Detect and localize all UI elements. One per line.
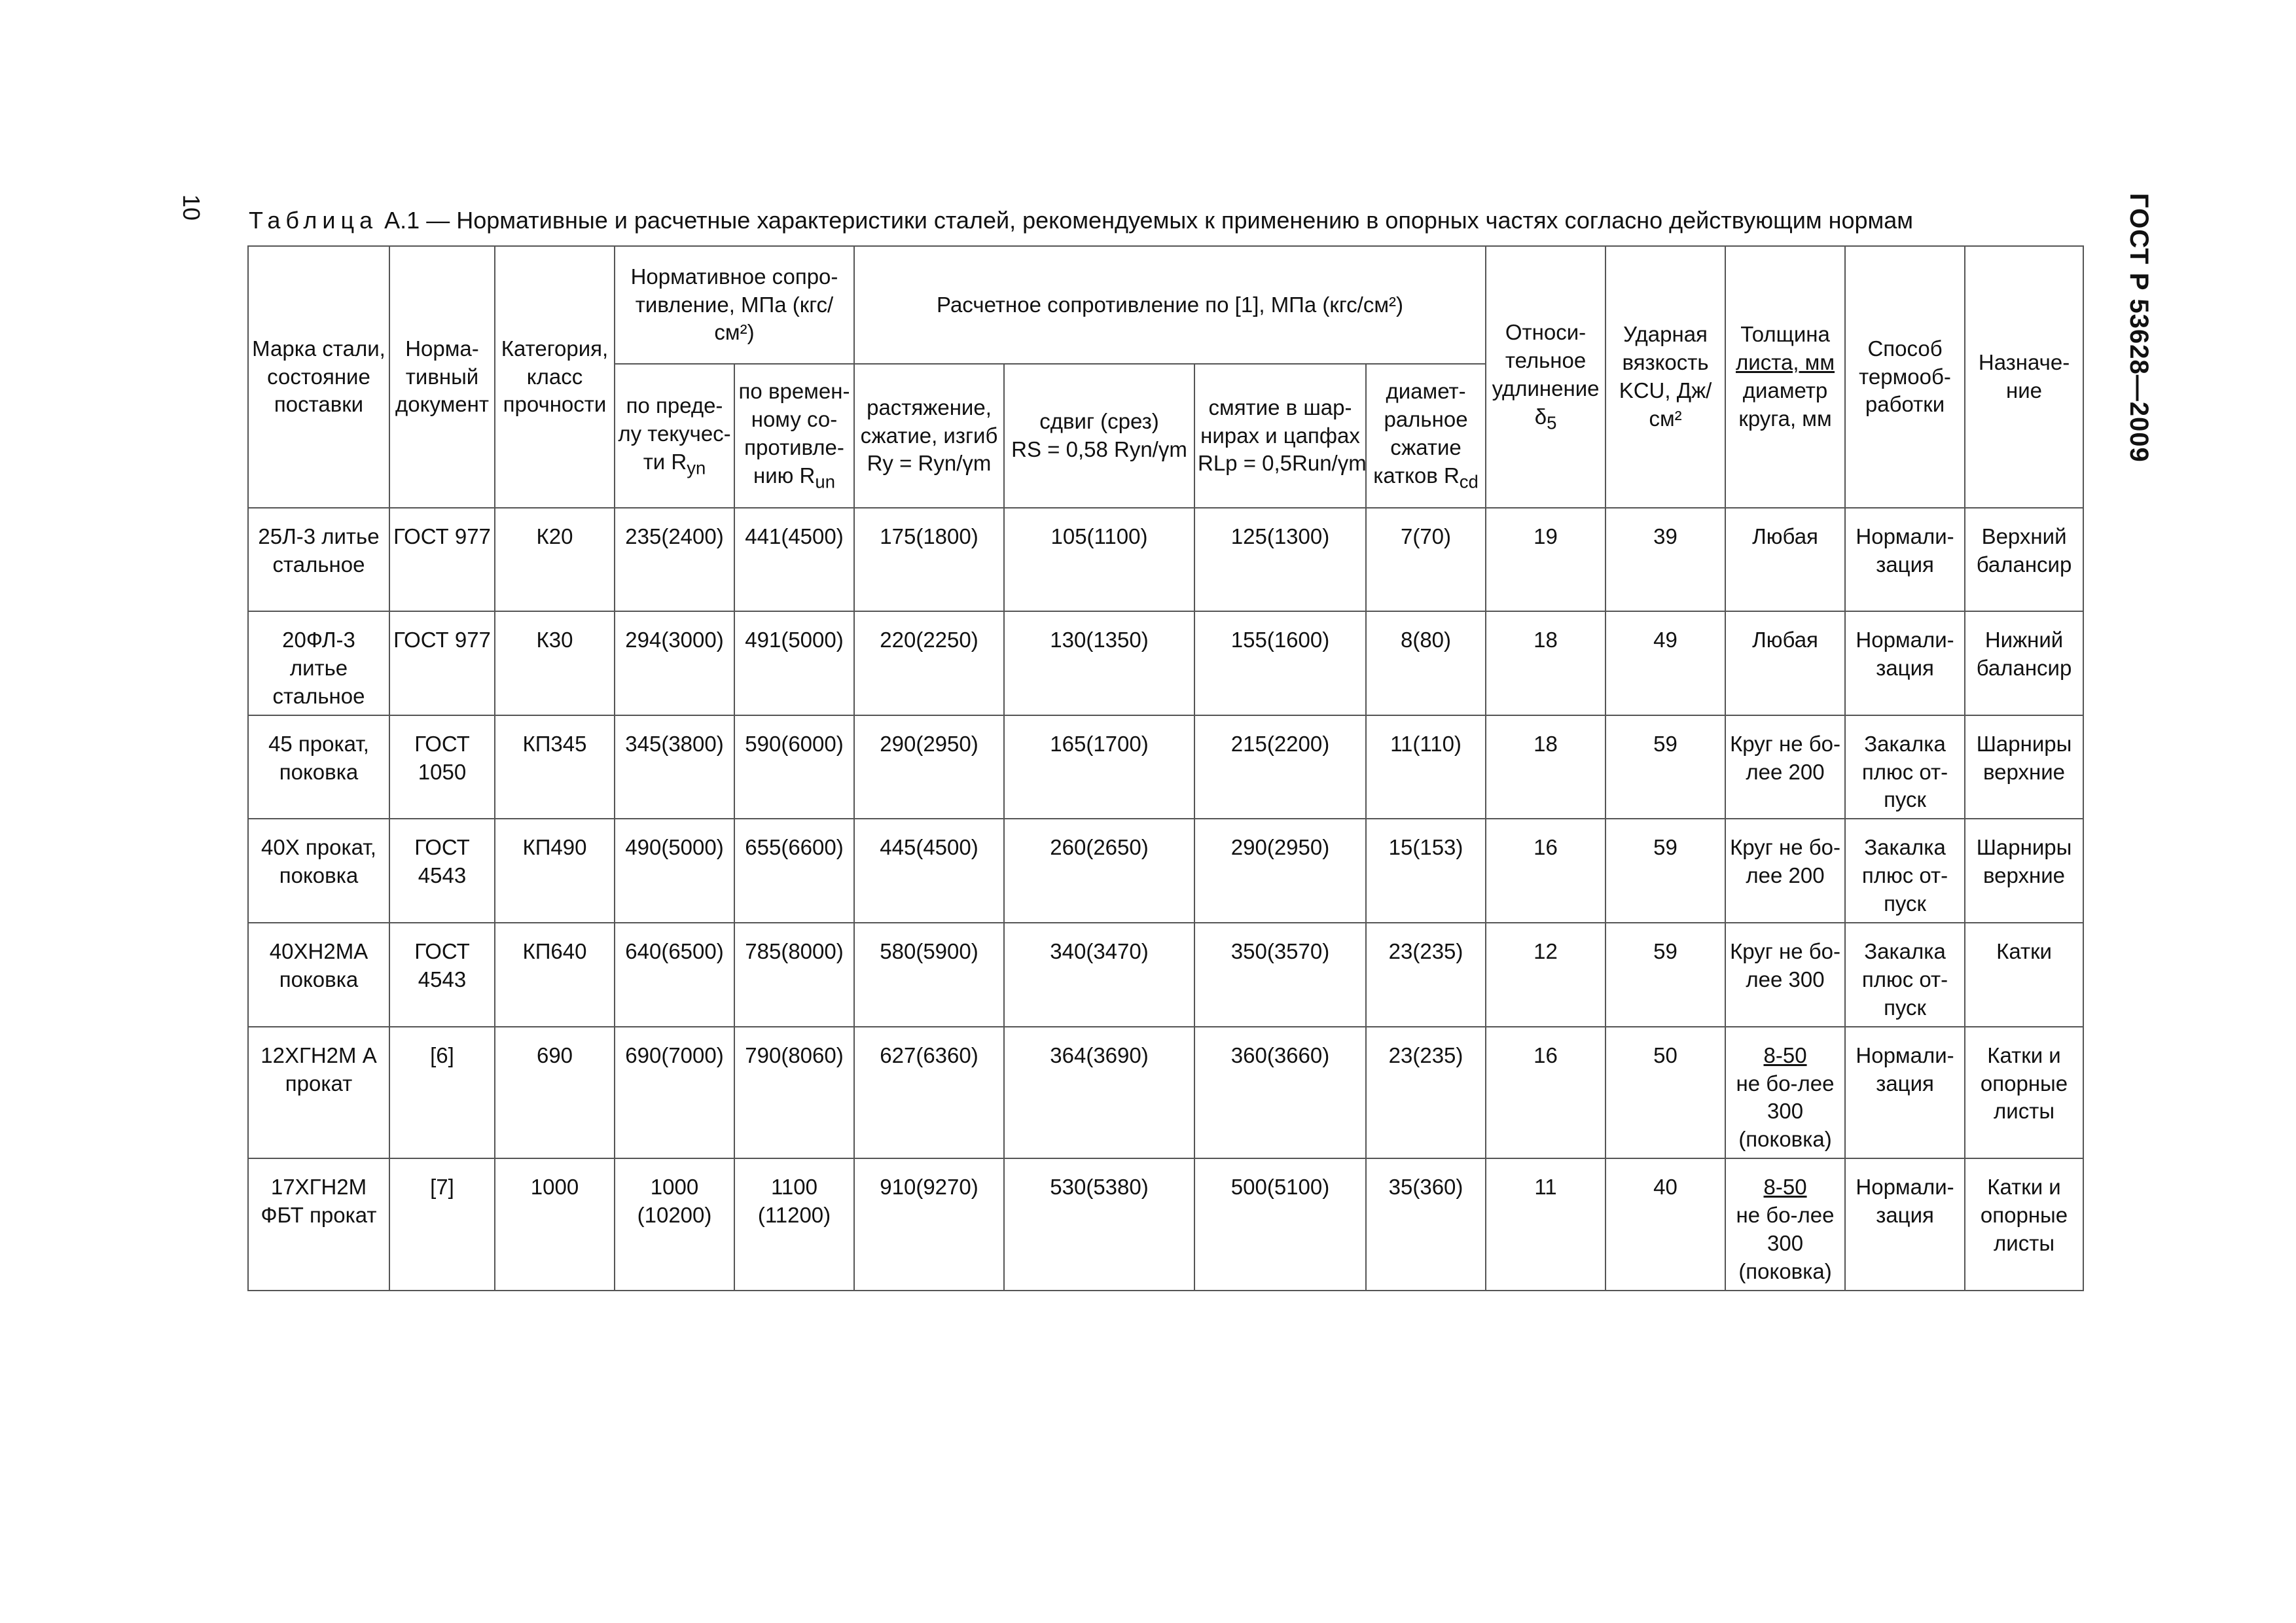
- cell-cat: КП345: [495, 715, 615, 819]
- cell-elong: 18: [1486, 715, 1605, 819]
- cell-rcd: 23(235): [1366, 923, 1486, 1027]
- cell-kcu: 59: [1605, 819, 1725, 923]
- cell-run: 655(6600): [734, 819, 854, 923]
- cell-treat: Закалка плюс от-пуск: [1845, 819, 1965, 923]
- page-number: 10: [178, 194, 206, 221]
- cell-rcd: 11(110): [1366, 715, 1486, 819]
- cell-kcu: 40: [1605, 1158, 1725, 1291]
- cell-kcu: 59: [1605, 923, 1725, 1027]
- header-impact-strength: Ударная вязкость KCU, Дж/см²: [1605, 246, 1725, 508]
- header-tensile-strength: по времен-ному со-противле-нию $R_{un}$: [734, 364, 854, 508]
- cell-elong: 18: [1486, 611, 1605, 715]
- cell-cat: 690: [495, 1027, 615, 1159]
- cell-purpose: Катки и опорные листы: [1965, 1027, 2083, 1159]
- cell-doc: [6]: [389, 1027, 495, 1159]
- table-row: [248, 508, 2083, 611]
- cell-grade: 17ХГН2М ФБТ прокат: [248, 1158, 389, 1291]
- cell-doc: ГОСТ 977: [389, 611, 495, 715]
- caption-text: А.1 — Нормативные и расчетные характеристики сталей, рекомендуемых к применению в опорных частях согласно действующим нормам: [378, 207, 1914, 234]
- cell-rs: 130(1350): [1004, 611, 1194, 715]
- cell-thick: 8-50 не бо-лее 300 (поковка): [1725, 1158, 1845, 1291]
- header-purpose: Назначе-ние: [1965, 246, 2083, 508]
- cell-ryn: 235(2400): [615, 508, 734, 611]
- cell-rlp: 125(1300): [1194, 508, 1366, 611]
- cell-cat: К30: [495, 611, 615, 715]
- cell-elong: 16: [1486, 819, 1605, 923]
- cell-rs: 105(1100): [1004, 508, 1194, 611]
- header-thickness: Толщина листа, мм диаметр круга, мм: [1725, 246, 1845, 508]
- cell-ry: 910(9270): [854, 1158, 1004, 1291]
- cell-purpose: Верхний балансир: [1965, 508, 2083, 611]
- cell-doc: ГОСТ 4543: [389, 819, 495, 923]
- cell-run: 441(4500): [734, 508, 854, 611]
- cell-purpose: Шарниры верхние: [1965, 715, 2083, 819]
- cell-kcu: 50: [1605, 1027, 1725, 1159]
- cell-ry: 220(2250): [854, 611, 1004, 715]
- cell-doc: ГОСТ 4543: [389, 923, 495, 1027]
- cell-grade: 40Х прокат, поковка: [248, 819, 389, 923]
- table-row: [248, 1027, 2083, 1159]
- cell-thick: 8-50 не бо-лее 300 (поковка): [1725, 1027, 1845, 1159]
- cell-rlp: 290(2950): [1194, 819, 1366, 923]
- header-diametral-compression: диамет-ральное сжатие катков $R_{cd}$: [1366, 364, 1486, 508]
- header-bearing: смятие в шар-нирах и цапфах RLp = 0,5Run/γm: [1194, 364, 1366, 508]
- steel-characteristics-table: [247, 245, 2084, 1291]
- table-row: [248, 611, 2083, 715]
- cell-run: 590(6000): [734, 715, 854, 819]
- cell-elong: 16: [1486, 1027, 1605, 1159]
- cell-rs: 260(2650): [1004, 819, 1194, 923]
- header-yield-strength: по преде-лу текучес-ти $R_{yn}$: [615, 364, 734, 508]
- cell-elong: 19: [1486, 508, 1605, 611]
- cell-ry: 290(2950): [854, 715, 1004, 819]
- cell-rlp: 215(2200): [1194, 715, 1366, 819]
- header-heat-treatment: Способ термооб-работки: [1845, 246, 1965, 508]
- cell-ry: 175(1800): [854, 508, 1004, 611]
- cell-ryn: 345(3800): [615, 715, 734, 819]
- caption-prefix: Таблица: [249, 207, 378, 234]
- cell-purpose: Шарниры верхние: [1965, 819, 2083, 923]
- cell-cat: КП490: [495, 819, 615, 923]
- cell-ryn: 690(7000): [615, 1027, 734, 1159]
- header-tension: растяжение, сжатие, изгиб Ry = Ryn/γm: [854, 364, 1004, 508]
- cell-treat: Нормали-зация: [1845, 1027, 1965, 1159]
- cell-treat: Нормали-зация: [1845, 508, 1965, 611]
- cell-elong: 11: [1486, 1158, 1605, 1291]
- cell-rlp: 500(5100): [1194, 1158, 1366, 1291]
- cell-ry: 445(4500): [854, 819, 1004, 923]
- cell-doc: ГОСТ 977: [389, 508, 495, 611]
- cell-rcd: 15(153): [1366, 819, 1486, 923]
- cell-ry: 580(5900): [854, 923, 1004, 1027]
- table-row: [248, 1158, 2083, 1291]
- cell-grade: 40ХН2МА поковка: [248, 923, 389, 1027]
- document-code: ГОСТ Р 53628—2009: [2125, 193, 2153, 463]
- cell-purpose: Нижний балансир: [1965, 611, 2083, 715]
- cell-rs: 340(3470): [1004, 923, 1194, 1027]
- cell-run: 785(8000): [734, 923, 854, 1027]
- cell-elong: 12: [1486, 923, 1605, 1027]
- cell-treat: Нормали-зация: [1845, 1158, 1965, 1291]
- cell-rlp: 350(3570): [1194, 923, 1366, 1027]
- cell-doc: [7]: [389, 1158, 495, 1291]
- cell-kcu: 49: [1605, 611, 1725, 715]
- cell-rcd: 23(235): [1366, 1027, 1486, 1159]
- cell-treat: Закалка плюс от-пуск: [1845, 715, 1965, 819]
- cell-cat: КП640: [495, 923, 615, 1027]
- table-row: [248, 923, 2083, 1027]
- cell-kcu: 59: [1605, 715, 1725, 819]
- cell-ryn: 490(5000): [615, 819, 734, 923]
- cell-grade: 45 прокат, поковка: [248, 715, 389, 819]
- header-elongation: Относи-тельное удлинение $\delta_5$: [1486, 246, 1605, 508]
- cell-purpose: Катки и опорные листы: [1965, 1158, 2083, 1291]
- header-design-resistance: Расчетное сопротивление по [1], МПа (кгс/см²): [854, 246, 1486, 364]
- header-grade: Марка стали, состояние поставки: [248, 246, 389, 508]
- cell-treat: Нормали-зация: [1845, 611, 1965, 715]
- cell-purpose: Катки: [1965, 923, 2083, 1027]
- cell-rcd: 8(80): [1366, 611, 1486, 715]
- cell-rs: 364(3690): [1004, 1027, 1194, 1159]
- table-row: [248, 819, 2083, 923]
- cell-cat: К20: [495, 508, 615, 611]
- header-category: Категория, класс прочности: [495, 246, 615, 508]
- cell-rs: 165(1700): [1004, 715, 1194, 819]
- cell-run: 491(5000): [734, 611, 854, 715]
- cell-ryn: 640(6500): [615, 923, 734, 1027]
- cell-ry: 627(6360): [854, 1027, 1004, 1159]
- cell-grade: 12ХГН2М А прокат: [248, 1027, 389, 1159]
- header-normative-document: Норма-тивный документ: [389, 246, 495, 508]
- cell-doc: ГОСТ 1050: [389, 715, 495, 819]
- table-row: [248, 715, 2083, 819]
- cell-thick: Любая: [1725, 611, 1845, 715]
- cell-thick: Круг не бо-лее 200: [1725, 715, 1845, 819]
- cell-rs: 530(5380): [1004, 1158, 1194, 1291]
- cell-rlp: 360(3660): [1194, 1027, 1366, 1159]
- cell-rcd: 35(360): [1366, 1158, 1486, 1291]
- cell-rlp: 155(1600): [1194, 611, 1366, 715]
- header-shear: сдвиг (срез) RS = 0,58 Ryn/γm: [1004, 364, 1194, 508]
- cell-run: 790(8060): [734, 1027, 854, 1159]
- cell-thick: Любая: [1725, 508, 1845, 611]
- cell-grade: 20ФЛ-3 литье стальное: [248, 611, 389, 715]
- cell-grade: 25Л-3 литье стальное: [248, 508, 389, 611]
- cell-thick: Круг не бо-лее 200: [1725, 819, 1845, 923]
- cell-rcd: 7(70): [1366, 508, 1486, 611]
- cell-run: 1100 (11200): [734, 1158, 854, 1291]
- cell-thick: Круг не бо-лее 300: [1725, 923, 1845, 1027]
- table-caption: [249, 207, 1913, 234]
- header-normative-resistance: Нормативное сопро-тивление, МПа (кгс/см²): [615, 246, 854, 364]
- cell-treat: Закалка плюс от-пуск: [1845, 923, 1965, 1027]
- cell-ryn: 294(3000): [615, 611, 734, 715]
- cell-kcu: 39: [1605, 508, 1725, 611]
- cell-ryn: 1000 (10200): [615, 1158, 734, 1291]
- cell-cat: 1000: [495, 1158, 615, 1291]
